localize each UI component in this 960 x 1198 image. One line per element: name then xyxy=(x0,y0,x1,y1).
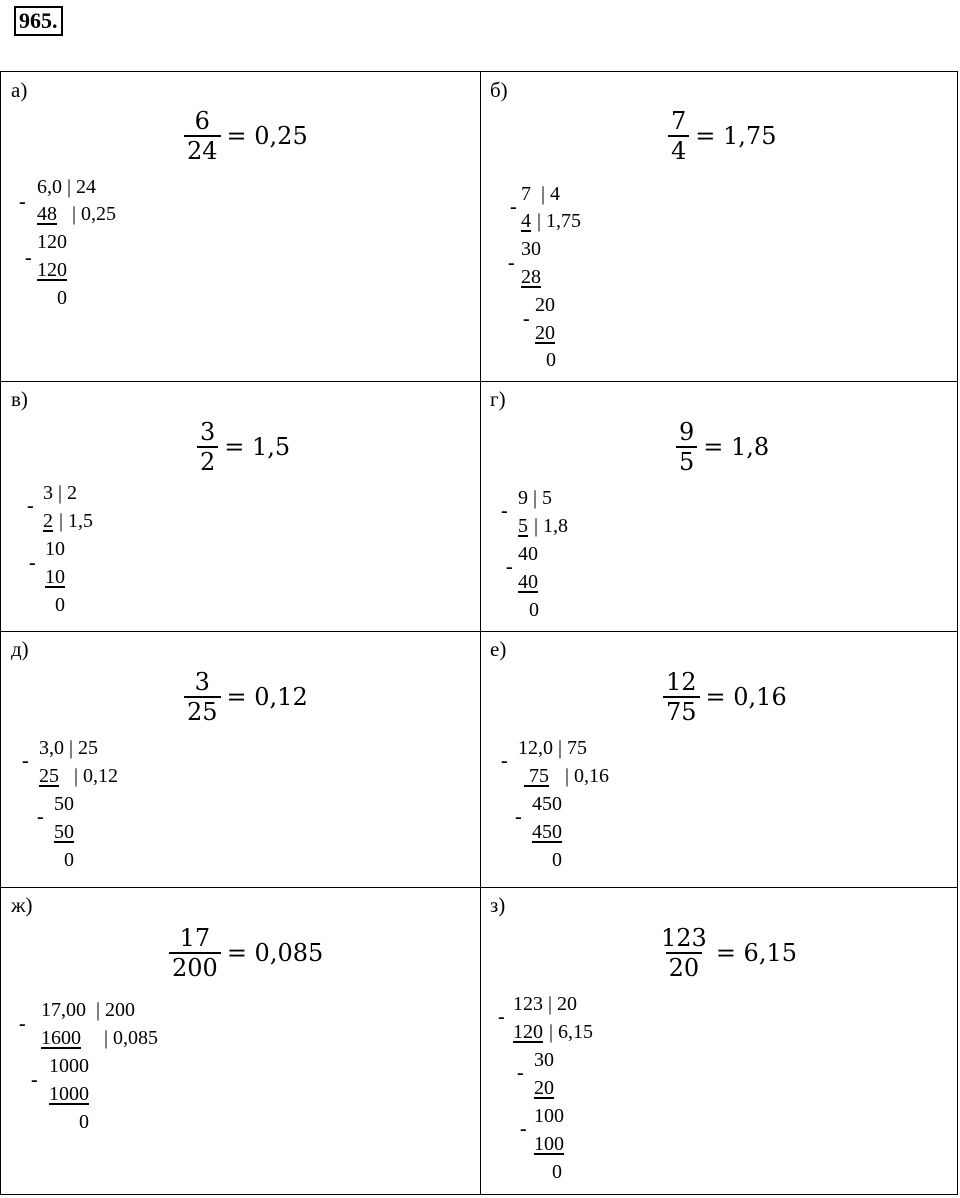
denominator: 2 xyxy=(197,446,218,476)
cell-letter: в) xyxy=(11,387,28,411)
division-line: 50 xyxy=(54,793,74,815)
division-line: 0 xyxy=(529,599,539,621)
fraction xyxy=(658,924,710,982)
fraction xyxy=(676,418,697,476)
division-line: 100 xyxy=(534,1105,564,1127)
cell-d xyxy=(1,631,480,887)
denominator: 4 xyxy=(668,135,689,165)
equation xyxy=(663,668,787,726)
minus-sign: - xyxy=(501,750,508,772)
fraction xyxy=(184,107,221,165)
division-line: 5 xyxy=(518,515,528,537)
minus-sign: - xyxy=(19,1013,26,1035)
division-line: 0 xyxy=(57,287,67,309)
numerator: 6 xyxy=(194,107,210,135)
fraction xyxy=(184,668,221,726)
equation xyxy=(184,107,308,165)
cell-letter: д) xyxy=(11,637,29,661)
result: = 0,12 xyxy=(226,683,308,711)
division-line: 30 xyxy=(534,1049,554,1071)
division-line: 12,0 | 75 xyxy=(518,737,593,759)
result: = 0,085 xyxy=(226,939,324,967)
division-line: 120 xyxy=(37,231,67,253)
result: = 1,75 xyxy=(695,122,777,150)
cell-letter: е) xyxy=(490,637,507,661)
minus-sign: - xyxy=(508,252,515,274)
result: = 1,8 xyxy=(703,433,770,461)
division-line: 100 xyxy=(534,1133,564,1155)
division-line: 450 xyxy=(532,821,562,843)
denominator: 5 xyxy=(676,446,697,476)
result: = 1,5 xyxy=(224,433,291,461)
division-line: 30 xyxy=(521,238,541,260)
division-line: 10 xyxy=(45,538,65,560)
cell-b xyxy=(480,72,959,381)
numerator: 12 xyxy=(666,668,697,696)
division-line: 7 | 4 xyxy=(521,183,571,205)
division-line: | 0,25 xyxy=(67,203,117,225)
minus-sign: - xyxy=(506,556,513,578)
minus-sign: - xyxy=(517,1062,524,1084)
equation xyxy=(197,418,290,476)
division-line: 48 xyxy=(37,203,57,225)
numerator: 3 xyxy=(194,668,210,696)
division-line: 40 xyxy=(518,543,538,565)
division-line: | 0,16 xyxy=(560,765,610,787)
minus-sign: - xyxy=(501,500,508,522)
division-line: 28 xyxy=(521,266,541,288)
division-line: 0 xyxy=(552,849,562,871)
minus-sign: - xyxy=(510,196,517,218)
cell-z xyxy=(480,887,959,1196)
division-line: | 6,15 xyxy=(544,1021,594,1043)
numerator: 7 xyxy=(671,107,687,135)
cell-zh xyxy=(1,887,480,1196)
division-line: 2 xyxy=(43,510,53,532)
division-line: 1600 xyxy=(41,1027,81,1049)
division-line: 450 xyxy=(532,793,562,815)
division-line: 0 xyxy=(79,1111,89,1133)
division-line: 40 xyxy=(518,571,538,593)
minus-sign: - xyxy=(37,806,44,828)
division-line: 120 xyxy=(513,1021,543,1043)
cell-letter: г) xyxy=(490,387,506,411)
equation xyxy=(668,107,776,165)
division-line: 3,0 | 25 xyxy=(39,737,104,759)
division-line: 0 xyxy=(64,849,74,871)
numerator: 123 xyxy=(661,924,707,952)
division-line: 0 xyxy=(546,349,556,371)
division-line: 6,0 | 24 xyxy=(37,176,102,198)
denominator: 25 xyxy=(184,696,221,726)
division-line: 4 xyxy=(521,210,531,232)
numerator: 3 xyxy=(200,418,216,446)
cell-letter: б) xyxy=(490,78,508,102)
result: = 0,16 xyxy=(705,683,787,711)
division-line: 1000 xyxy=(49,1055,89,1077)
fraction xyxy=(197,418,218,476)
division-line: 0 xyxy=(552,1161,562,1183)
cell-a xyxy=(1,72,480,381)
division-line: 75 xyxy=(524,765,549,787)
equation xyxy=(658,924,797,982)
cell-letter: ж) xyxy=(11,893,33,917)
fraction xyxy=(668,107,689,165)
division-line: | 1,5 xyxy=(54,510,94,532)
cell-letter: з) xyxy=(490,893,506,917)
numerator: 17 xyxy=(179,924,211,952)
division-line: 20 xyxy=(534,1077,554,1099)
equation xyxy=(676,418,769,476)
equation xyxy=(169,924,323,982)
minus-sign: - xyxy=(498,1006,505,1028)
denominator: 200 xyxy=(169,952,221,982)
denominator: 20 xyxy=(666,952,703,982)
cell-letter: а) xyxy=(11,78,28,102)
division-line: 120 xyxy=(37,259,67,281)
minus-sign: - xyxy=(515,806,522,828)
division-line: | 1,8 xyxy=(529,515,569,537)
minus-sign: - xyxy=(31,1069,38,1091)
division-line: 3 | 2 xyxy=(43,482,83,504)
division-line: 17,00 | 200 xyxy=(41,999,141,1021)
division-line: 20 xyxy=(535,322,555,344)
minus-sign: - xyxy=(22,750,29,772)
solution-table xyxy=(0,71,958,1195)
denominator: 75 xyxy=(663,696,700,726)
division-line: 10 xyxy=(45,566,65,588)
division-line: | 1,75 xyxy=(532,210,582,232)
minus-sign: - xyxy=(523,308,530,330)
minus-sign: - xyxy=(27,495,34,517)
denominator: 24 xyxy=(184,135,221,165)
division-line: | 0,12 xyxy=(69,765,119,787)
fraction xyxy=(663,668,700,726)
cell-v xyxy=(1,381,480,631)
division-line: 9 | 5 xyxy=(518,487,558,509)
division-line: 123 | 20 xyxy=(513,993,583,1015)
fraction xyxy=(169,924,221,982)
problem-number: 965. xyxy=(14,6,63,36)
minus-sign: - xyxy=(29,552,36,574)
numerator: 9 xyxy=(679,418,695,446)
division-line: | 0,085 xyxy=(99,1027,159,1049)
minus-sign: - xyxy=(19,191,26,213)
cell-g xyxy=(480,381,959,631)
minus-sign: - xyxy=(520,1118,527,1140)
division-line: 1000 xyxy=(49,1083,89,1105)
division-line: 0 xyxy=(55,594,65,616)
result: = 0,25 xyxy=(226,122,308,150)
division-line: 20 xyxy=(535,294,555,316)
cell-e xyxy=(480,631,959,887)
minus-sign: - xyxy=(25,247,32,269)
division-line: 25 xyxy=(39,765,59,787)
division-line: 50 xyxy=(54,821,74,843)
equation xyxy=(184,668,308,726)
result: = 6,15 xyxy=(715,939,797,967)
